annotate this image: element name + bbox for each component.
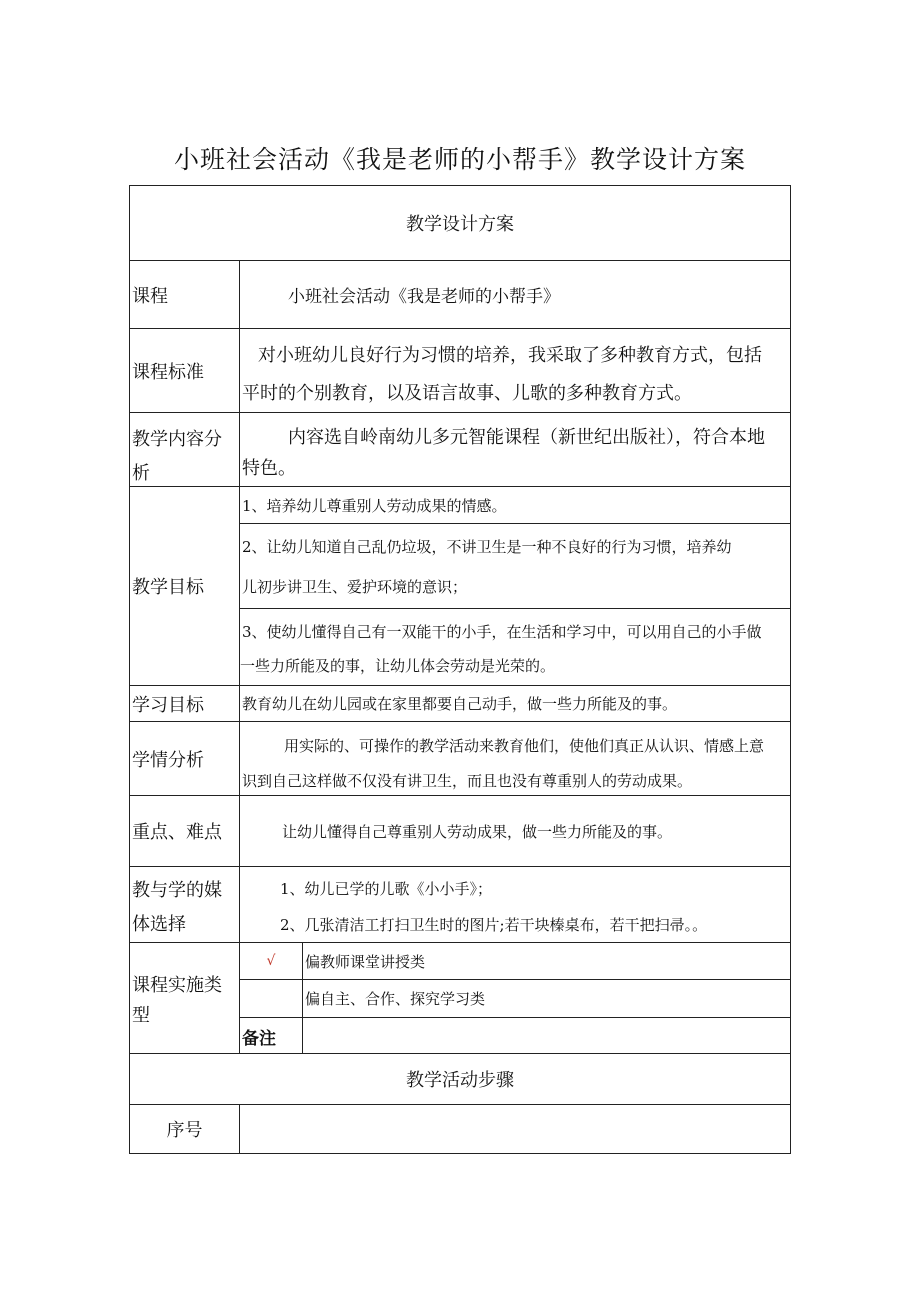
learner-analysis-row [129, 721, 791, 795]
learning-goal-row [129, 685, 791, 721]
media-item-1: 1、幼儿已学的儿歌《小小手》； [280, 880, 493, 898]
goal-2-line1: 2、让幼儿知道自己乱仍垃圾，不讲卫生是一种不良好的行为习惯，培养幼 [242, 538, 732, 556]
content-analysis-label-line2: 析 [132, 463, 150, 484]
content-analysis-label-line1: 教学内容分 [132, 429, 222, 450]
standard-row [129, 328, 791, 412]
impl-type-label [130, 943, 240, 1053]
seq-label: 序号 [130, 1105, 240, 1153]
goal-3-line1: 3、使幼儿懂得自己有一双能干的小手，在生活和学习中，可以用自己的小手做 [242, 623, 762, 641]
steps-seq-row [129, 1104, 791, 1154]
goal-1 [240, 487, 790, 524]
impl-option-2 [240, 980, 790, 1018]
learning-goal-label: 学习目标 [130, 686, 240, 721]
goals-row [129, 486, 791, 685]
table-header: 教学设计方案 [406, 214, 514, 235]
standard-label: 课程标准 [130, 329, 240, 412]
document-title: 小班社会活动《我是老师的小帮手》教学设计方案 [173, 145, 746, 174]
learning-goal-value: 教育幼儿在幼儿园或在家里都要自己动手，做一些力所能及的事。 [242, 695, 678, 713]
check-mark-icon: √ [240, 943, 303, 979]
impl-option-2-check-cell [240, 980, 303, 1017]
media-item-2: 2、几张清洁工打扫卫生时的图片;若干块榛桌布，若干把扫帚。。 [280, 916, 708, 934]
learner-analysis-label: 学情分析 [130, 722, 240, 795]
media-label-line1: 教与学的媒 [132, 880, 222, 901]
remark-label: 备注 [240, 1018, 303, 1054]
impl-option-1-text: 偏教师课堂讲授类 [305, 952, 426, 971]
content-analysis-row [129, 412, 791, 486]
goal-2 [240, 524, 790, 609]
course-value: 小班社会活动《我是老师的小帮手》 [288, 287, 560, 307]
content-analysis-label [130, 413, 240, 486]
goal-1-text: 1、培养幼儿尊重别人劳动成果的情感。 [242, 496, 507, 515]
content-analysis-line1: 内容选自岭南幼儿多元智能课程（新世纪出版社），符合本地 [288, 427, 765, 448]
key-points-value: 让幼儿懂得自己尊重别人劳动成果，做一些力所能及的事。 [282, 822, 673, 841]
goal-2-line2: 儿初步讲卫生、爱护环境的意识； [242, 578, 468, 596]
impl-type-row [129, 942, 791, 1053]
impl-option-2-text: 偏自主、合作、探究学习类 [305, 990, 486, 1008]
course-label: 课程 [130, 261, 240, 328]
standard-line2: 平时的个别教育，以及语言故事、儿歌的多种教育方式。 [242, 383, 692, 404]
impl-remark [240, 1018, 790, 1054]
content-analysis-line2: 特色。 [242, 458, 296, 479]
lesson-plan-table [129, 185, 791, 1154]
impl-type-label-line2: 型 [132, 1005, 150, 1026]
table-header-row [129, 185, 791, 260]
media-label-line2: 体选择 [132, 914, 186, 935]
key-points-row [129, 795, 791, 866]
impl-option-1 [240, 943, 790, 980]
learner-analysis-line1: 用实际的、可操作的教学活动来教育他们，使他们真正从认识、情感上意 [284, 737, 765, 755]
goal-3 [240, 609, 790, 685]
media-label [130, 867, 240, 942]
steps-header: 教学活动步骤 [406, 1070, 514, 1091]
key-points-label: 重点、难点 [130, 796, 240, 866]
goal-3-line2: 一些力所能及的事，让幼儿体会劳动是光荣的。 [240, 657, 556, 675]
learner-analysis-line2: 识到自己这样做不仅没有讲卫生，而且也没有尊重别人的劳动成果。 [242, 772, 693, 790]
course-row [129, 260, 791, 328]
media-row [129, 866, 791, 942]
impl-type-label-line1: 课程实施类 [132, 975, 222, 996]
standard-line1: 对小班幼儿良好行为习惯的培养，我采取了多种教育方式，包括 [258, 345, 762, 366]
seq-value-cell [240, 1105, 790, 1153]
steps-header-row [129, 1053, 791, 1104]
goals-label: 教学目标 [130, 487, 240, 685]
